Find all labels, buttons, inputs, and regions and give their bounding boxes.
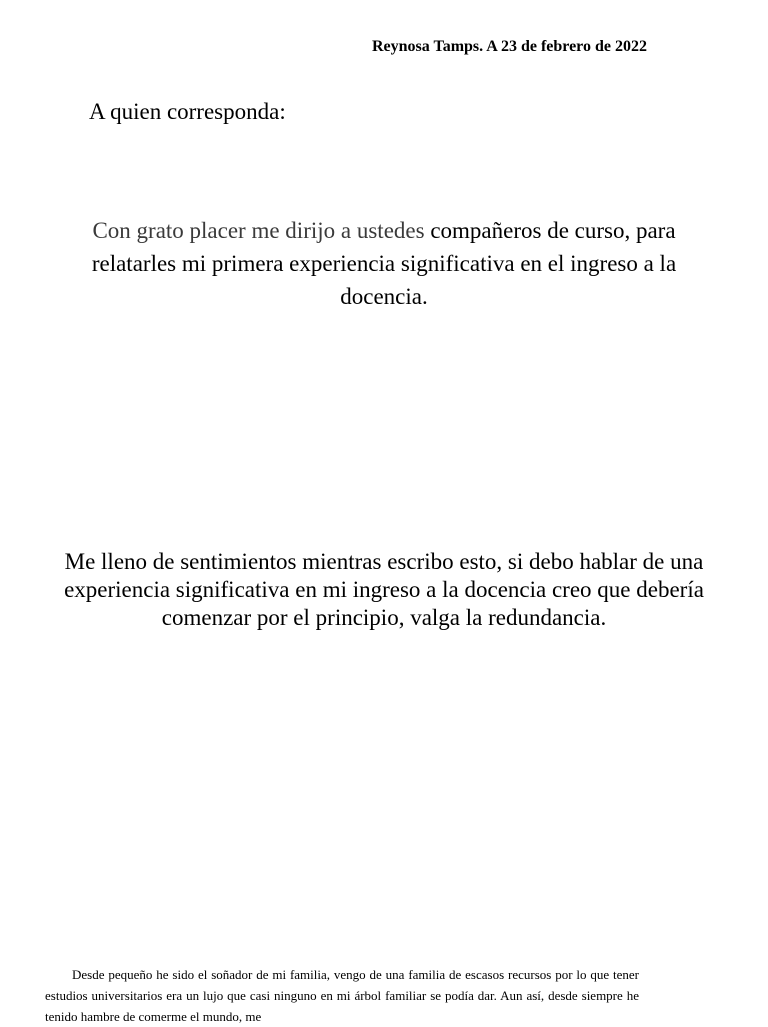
story-paragraph: Desde pequeño he sido el soñador de mi familia, vengo de una familia de escasos recursos por lo que tener estudios universitarios era un lujo que casi ninguno en mi árbol familiar se podía dar. Aun así, desde siempre he tenido hambre de comerme el mundo, me bbox=[45, 967, 639, 1024]
intro-paragraph-rest: compañeros de curso, para relatarles mi primera experiencia significativa en el ingreso a la docencia. bbox=[91, 218, 677, 309]
intro-paragraph bbox=[50, 214, 718, 313]
letter-salutation: A quien corresponda: bbox=[89, 99, 286, 124]
intro-paragraph-opening: Con grato placer me dirijo a ustedes bbox=[92, 218, 425, 243]
letter-date-line: Reynosa Tamps. A 23 de febrero de 2022 bbox=[372, 38, 647, 55]
feelings-paragraph: Me lleno de sentimientos mientras escribo esto, si debo hablar de una experiencia significativa en mi ingreso a la docencia creo que debería comenzar por el principio, valga la redundancia. bbox=[64, 549, 704, 630]
